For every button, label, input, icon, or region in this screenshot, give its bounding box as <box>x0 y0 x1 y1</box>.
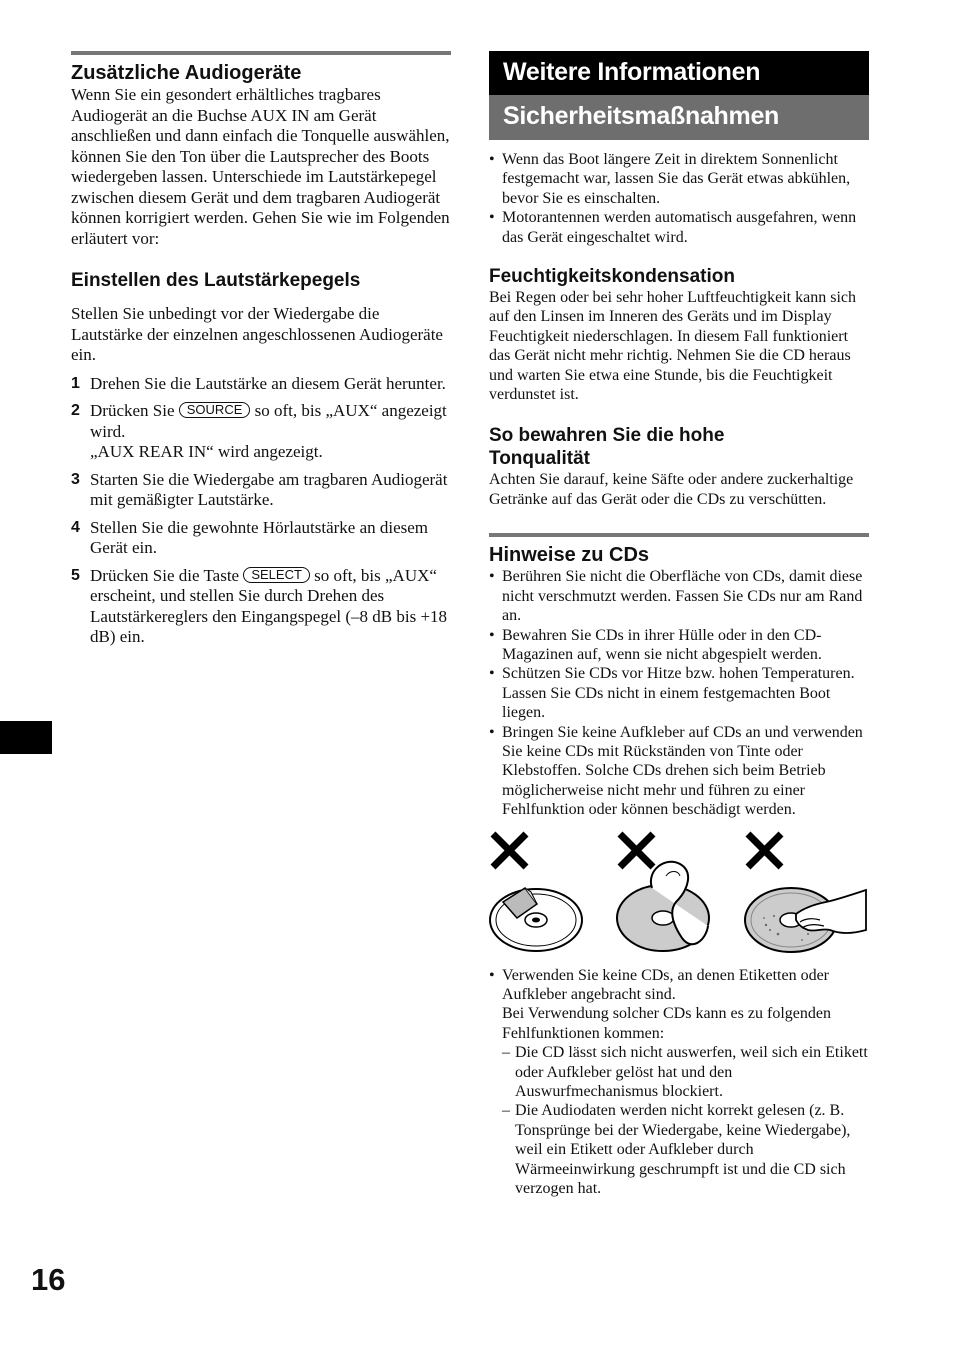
list-item <box>489 567 869 625</box>
step-number: 4 <box>71 518 80 536</box>
level-body: Stellen Sie unbedingt vor der Wiedergabe die Lautstärke der einzelnen angeschlossenen Audiogeräte ein. <box>71 304 443 364</box>
bullet-mark: • <box>489 151 495 168</box>
bullet-mark: • <box>489 723 495 741</box>
dirty-cd-hand-icon <box>744 830 869 960</box>
source-button-label: SOURCE <box>179 402 251 418</box>
step-text-post: so oft, bis „AUX“ erscheint, und stellen Sie durch Drehen des Lautstärkereglers den Eingangspegel (–8 dB bis +18 dB) ein. <box>90 565 448 646</box>
bullet-mark: • <box>489 209 495 227</box>
step-2 <box>71 401 451 463</box>
list-item <box>489 966 869 1199</box>
aux-body: Wenn Sie ein gesondert erhältliches tragbares Audiogerät an die Buchse AUX IN am Gerät anschließen und dann einfach die Tonquelle auswählen, können Sie den Ton über die Lautsprecher des Boots wiedergeben lassen. Unterschiede im Lautstärkepegel zwischen diesem Gerät und dem tragbaren Audiogerät können korrigiert werden. Gehen Sie wie im Folgenden erläutert vor: <box>71 85 450 248</box>
step-3 <box>71 470 451 511</box>
bullet-text: Schützen Sie CDs vor Hitze bzw. hohen Temperaturen. Lassen Sie CDs nicht in einem festgemachten Boot liegen. <box>502 665 855 722</box>
step-list <box>71 374 451 648</box>
left-column <box>71 51 451 648</box>
step-text: Starten Sie die Wiedergabe am tragbaren Audiogerät mit gemäßigter Lautstärke. <box>90 469 448 509</box>
page-number: 16 <box>31 1262 66 1297</box>
right-column <box>489 51 869 1198</box>
chapter-banner: Weitere Informationen <box>489 51 869 95</box>
dash-text: Die Audiodaten werden nicht korrekt gelesen (z. B. Tonsprünge bei der Wiedergabe, keine Wiedergabe), weil ein Etikett oder Aufkleber durch Wärmeeinwirkung geschrumpft ist und die CD sich verzogen hat. <box>515 1102 851 1198</box>
quality-heading <box>489 424 869 470</box>
step-number: 5 <box>71 566 80 584</box>
cd-handling-illustration <box>489 830 869 960</box>
cd-list <box>489 567 869 819</box>
chapter-tab <box>0 721 52 754</box>
step-1 <box>71 374 451 395</box>
moisture-body: Bei Regen oder bei sehr hoher Luftfeuchtigkeit kann sich auf den Linsen im Inneren des Geräts und im Display Feuchtigkeit niederschlagen. In diesem Fall funktioniert das Gerät nicht mehr richtig. Nehmen Sie die CD heraus und warten Sie etwa eine Stunde, bis die Feuchtigkeit verdunstet ist. <box>489 289 856 404</box>
quality-body: Achten Sie darauf, keine Säfte oder andere zuckerhaltige Getränke auf das Gerät oder die CDs zu verschütten. <box>489 471 854 508</box>
step-text-pre: Drücken Sie <box>90 401 175 420</box>
list-item <box>489 150 869 208</box>
label-list <box>489 966 869 1199</box>
quality-heading-line-2: Tonqualität <box>489 448 590 470</box>
step-note: „AUX REAR IN“ wird angezeigt. <box>90 442 323 461</box>
list-item <box>489 208 869 247</box>
dash-list <box>502 1043 869 1198</box>
dash-text: Die CD lässt sich nicht auswerfen, weil sich ein Etikett oder Aufkleber gelöst hat und den Auswurfmechanismus blockiert. <box>515 1044 868 1100</box>
bullet-text: Motorantennen werden automatisch ausgefahren, wenn das Gerät eingeschaltet wird. <box>502 209 857 246</box>
dash-mark: – <box>502 1044 510 1062</box>
step-text-pre: Drücken Sie die Taste <box>90 565 240 585</box>
bullet-text: Verwenden Sie keine CDs, an denen Etiketten oder Aufkleber angebracht sind. <box>502 966 830 1003</box>
bullet-text: Wenn das Boot längere Zeit in direktem Sonnenlicht festgemacht war, lassen Sie das Gerät etwas abkühlen, bevor Sie es einschalten. <box>502 151 851 207</box>
aux-heading: Zusätzliche Audiogeräte <box>71 62 302 84</box>
step-text: Drehen Sie die Lautstärke an diesem Gerät herunter. <box>90 373 446 393</box>
level-heading: Einstellen des Lautstärkepegels <box>71 270 361 291</box>
bullet-text: Berühren Sie nicht die Oberfläche von CDs, damit diese nicht verschmutzt werden. Fassen Sie CDs nur am Rand an. <box>502 568 863 625</box>
list-item <box>489 723 869 820</box>
step-number: 1 <box>71 374 80 392</box>
bullet-note: Bei Verwendung solcher CDs kann es zu folgenden Fehlfunktionen kommen: <box>502 1005 831 1042</box>
step-number: 3 <box>71 470 80 488</box>
list-item <box>489 626 869 665</box>
dash-mark: – <box>502 1102 510 1120</box>
select-button-label: SELECT <box>243 567 310 583</box>
safety-list <box>489 150 869 247</box>
step-4 <box>71 518 451 559</box>
moisture-heading: Feuchtigkeitskondensation <box>489 266 735 288</box>
step-number: 2 <box>71 402 80 419</box>
section-banner: Sicherheitsmaßnahmen <box>489 95 869 140</box>
cd-heading: Hinweise zu CDs <box>489 544 650 567</box>
list-item <box>502 1101 869 1198</box>
list-item <box>489 664 869 722</box>
warped-cd-icon <box>616 830 726 960</box>
cd-with-sticker-icon <box>489 830 599 960</box>
step-5 <box>71 566 451 648</box>
bullet-mark: • <box>489 966 495 984</box>
bullet-mark: • <box>489 626 495 644</box>
quality-heading-line-1: So bewahren Sie die hohe <box>489 425 725 447</box>
bullet-mark: • <box>489 568 495 586</box>
bullet-text: Bewahren Sie CDs in ihrer Hülle oder in den CD-Magazinen auf, wenn sie nicht abgespielt werden. <box>502 626 822 663</box>
step-text: Stellen Sie die gewohnte Hörlautstärke an diesem Gerät ein. <box>90 517 429 557</box>
step-text-post: so oft, bis „AUX“ angezeigt wird. <box>90 401 447 441</box>
bullet-mark: • <box>489 665 495 683</box>
list-item <box>502 1043 869 1101</box>
bullet-text: Bringen Sie keine Aufkleber auf CDs an und verwenden Sie keine CDs mit Rückständen von Tinte oder Klebstoffen. Solche CDs drehen sich beim Betrieb möglicherweise nicht mehr und führen zu einer Fehlfunktion oder können beschädigt werden. <box>502 723 863 819</box>
